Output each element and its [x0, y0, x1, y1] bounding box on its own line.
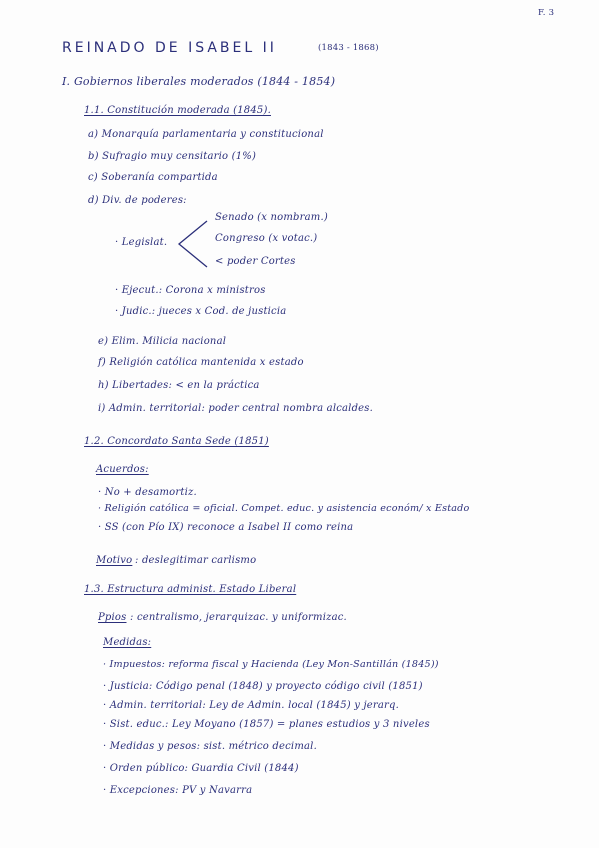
medidas-label: Medidas:	[103, 637, 152, 648]
medida-item: · Medidas y pesos: sist. métrico decimal.	[103, 741, 317, 752]
acuerdo-item: · No + desamortiz.	[98, 487, 197, 498]
legislat-congreso: Congreso (x votac.)	[215, 233, 318, 244]
item-i: i) Admin. territorial: poder central nombra alcaldes.	[98, 403, 374, 414]
medida-item: · Sist. educ.: Ley Moyano (1857) = planes estudios y 3 niveles	[103, 719, 430, 730]
item-e: e) Elim. Milicia nacional	[98, 336, 227, 347]
acuerdos-label: Acuerdos:	[96, 464, 149, 475]
judic-line: · Judic.: jueces x Cod. de justicia	[115, 306, 287, 317]
principios-text: : centralismo, jerarquizac. y uniformizac.	[130, 612, 347, 623]
ejecut-line: · Ejecut.: Corona x ministros	[115, 285, 266, 296]
acuerdo-item: · Religión católica = oficial. Compet. educ. y asistencia económ/ x Estado	[98, 503, 470, 514]
legislat-senado: Senado (x nombram.)	[215, 212, 328, 223]
page-number: F. 3	[538, 8, 555, 18]
subsection-1-2-heading: 1.2. Concordato Santa Sede (1851)	[84, 436, 269, 447]
medida-item: · Impuestos: reforma fiscal y Hacienda (Ley Mon-Santillán (1845))	[103, 659, 439, 670]
item-b: b) Sufragio muy censitario (1%)	[88, 151, 257, 162]
item-a: a) Monarquía parlamentaria y constitucional	[88, 129, 324, 140]
motivo-label: Motivo	[96, 555, 133, 566]
medida-item: · Justicia: Código penal (1848) y proyecto código civil (1851)	[103, 681, 423, 692]
page-title: REINADO DE ISABEL II	[62, 40, 277, 56]
subsection-1-3-heading: 1.3. Estructura administ. Estado Liberal	[84, 584, 297, 595]
item-h: h) Libertades: < en la práctica	[98, 380, 260, 391]
section-1-heading: I. Gobiernos liberales moderados (1844 - 1854)	[62, 75, 336, 88]
medida-item: · Orden público: Guardia Civil (1844)	[103, 763, 299, 774]
brace-icon	[175, 219, 209, 269]
motivo-text: : deslegitimar carlismo	[135, 555, 257, 566]
item-d: d) Div. de poderes:	[88, 195, 187, 206]
principios-label: Ppios	[98, 612, 127, 623]
medida-item: · Admin. territorial: Ley de Admin. local (1845) y jerarq.	[103, 700, 400, 711]
medida-item: · Excepciones: PV y Navarra	[103, 785, 253, 796]
acuerdo-item: · SS (con Pío IX) reconoce a Isabel II como reina	[98, 522, 354, 533]
subsection-1-1-heading: 1.1. Constitución moderada (1845).	[84, 105, 271, 116]
title-dates: (1843 - 1868)	[318, 43, 379, 53]
legislat-cortes: < poder Cortes	[215, 256, 296, 267]
item-f: f) Religión católica mantenida x estado	[98, 357, 304, 368]
item-c: c) Soberanía compartida	[88, 172, 218, 183]
legislat-label: · Legislat.	[115, 237, 168, 248]
